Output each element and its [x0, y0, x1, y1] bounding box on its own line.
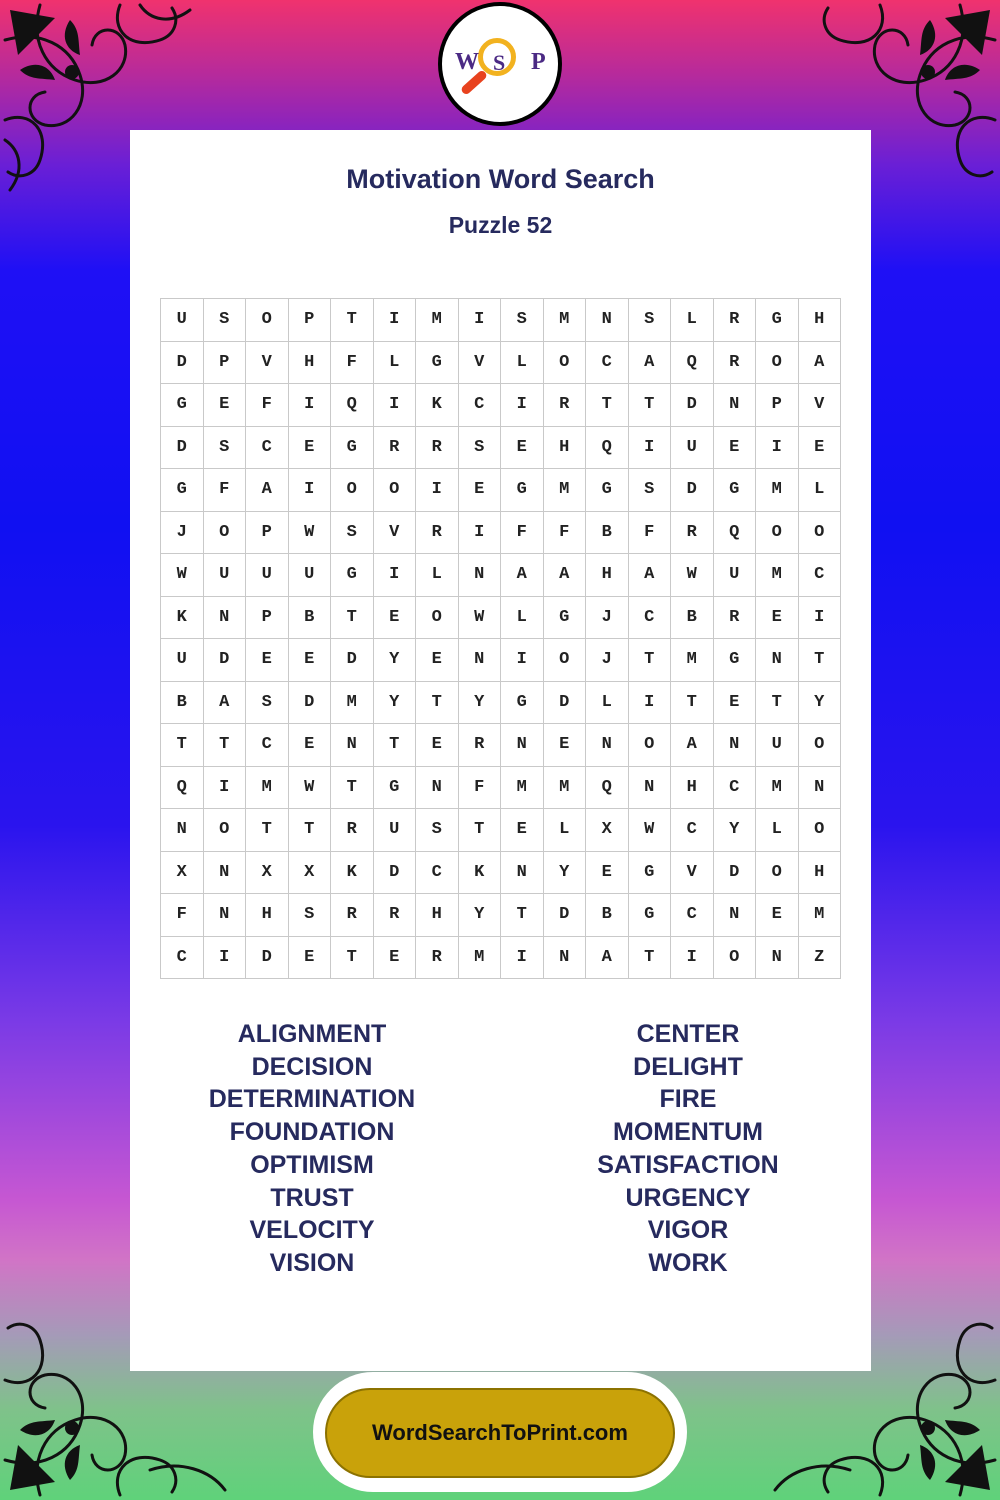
grid-cell[interactable]: R [331, 809, 374, 852]
grid-cell[interactable]: Y [544, 852, 587, 895]
grid-cell[interactable]: I [204, 937, 247, 980]
grid-cell[interactable]: Q [331, 384, 374, 427]
grid-cell[interactable]: A [799, 342, 842, 385]
grid-cell[interactable]: J [161, 512, 204, 555]
grid-cell[interactable]: I [629, 427, 672, 470]
grid-cell[interactable]: G [501, 469, 544, 512]
grid-cell[interactable]: Q [586, 767, 629, 810]
grid-cell[interactable]: D [161, 342, 204, 385]
grid-cell[interactable]: F [459, 767, 502, 810]
grid-cell[interactable]: N [416, 767, 459, 810]
grid-cell[interactable]: B [586, 512, 629, 555]
grid-cell[interactable]: A [246, 469, 289, 512]
grid-cell[interactable]: Y [799, 682, 842, 725]
grid-cell[interactable]: D [671, 469, 714, 512]
grid-cell[interactable]: H [289, 342, 332, 385]
grid-cell[interactable]: E [416, 724, 459, 767]
grid-cell[interactable]: S [629, 299, 672, 342]
logo-letter-w: W [455, 49, 479, 75]
grid-cell[interactable]: V [246, 342, 289, 385]
grid-cell[interactable]: S [204, 427, 247, 470]
grid-cell[interactable]: W [629, 809, 672, 852]
grid-cell[interactable]: J [586, 597, 629, 640]
grid-cell[interactable]: C [246, 724, 289, 767]
grid-cell[interactable]: F [331, 342, 374, 385]
grid-cell[interactable]: N [714, 724, 757, 767]
grid-cell[interactable]: R [416, 427, 459, 470]
site-link-button[interactable] [325, 1388, 675, 1478]
grid-cell[interactable]: H [246, 894, 289, 937]
grid-cell[interactable]: O [246, 299, 289, 342]
grid-cell[interactable]: T [161, 724, 204, 767]
grid-cell[interactable]: D [289, 682, 332, 725]
grid-cell[interactable]: Q [671, 342, 714, 385]
grid-cell[interactable]: E [374, 597, 417, 640]
grid-cell[interactable]: U [374, 809, 417, 852]
word-list-item: DECISION [251, 1052, 373, 1081]
grid-cell[interactable]: L [544, 809, 587, 852]
grid-cell[interactable]: K [161, 597, 204, 640]
grid-cell[interactable]: O [756, 512, 799, 555]
grid-cell[interactable]: I [671, 937, 714, 980]
grid-cell[interactable]: R [714, 597, 757, 640]
word-list-item: OPTIMISM [250, 1150, 374, 1179]
word-list-left [162, 1018, 462, 1280]
grid-cell[interactable]: G [714, 469, 757, 512]
grid-cell[interactable]: Q [586, 427, 629, 470]
grid-cell[interactable]: A [586, 937, 629, 980]
word-list-item: SATISFACTION [597, 1150, 779, 1179]
grid-cell[interactable]: I [289, 384, 332, 427]
grid-cell[interactable]: N [459, 639, 502, 682]
grid-cell[interactable]: E [416, 639, 459, 682]
grid-cell[interactable]: N [586, 724, 629, 767]
grid-cell[interactable]: P [204, 342, 247, 385]
grid-cell[interactable]: B [586, 894, 629, 937]
grid-cell[interactable]: O [799, 512, 842, 555]
logo-letter-s: S [493, 50, 506, 75]
grid-cell[interactable]: H [799, 852, 842, 895]
grid-cell[interactable]: Z [799, 937, 842, 980]
word-list-item: ALIGNMENT [237, 1020, 387, 1048]
grid-cell[interactable]: F [501, 512, 544, 555]
grid-cell[interactable]: G [374, 767, 417, 810]
word-list-item: DELIGHT [633, 1052, 743, 1081]
grid-cell[interactable]: R [459, 724, 502, 767]
word-list-item: FOUNDATION [229, 1118, 395, 1147]
grid-cell[interactable]: H [544, 427, 587, 470]
grid-cell[interactable]: F [544, 512, 587, 555]
grid-cell[interactable]: E [586, 852, 629, 895]
grid-cell[interactable]: I [501, 937, 544, 980]
grid-cell[interactable]: M [501, 767, 544, 810]
grid-cell[interactable]: U [246, 554, 289, 597]
grid-cell[interactable]: F [629, 512, 672, 555]
grid-cell[interactable]: P [289, 299, 332, 342]
grid-cell[interactable]: D [331, 639, 374, 682]
grid-cell[interactable]: M [416, 299, 459, 342]
grid-cell[interactable]: I [756, 427, 799, 470]
grid-cell[interactable]: G [161, 469, 204, 512]
grid-cell[interactable]: D [544, 894, 587, 937]
grid-cell[interactable]: A [501, 554, 544, 597]
grid-cell[interactable]: G [629, 852, 672, 895]
grid-cell[interactable]: S [501, 299, 544, 342]
grid-cell[interactable]: D [544, 682, 587, 725]
grid-cell[interactable]: O [756, 852, 799, 895]
grid-cell[interactable]: C [714, 767, 757, 810]
grid-cell[interactable]: H [671, 767, 714, 810]
grid-cell[interactable]: N [501, 852, 544, 895]
grid-cell[interactable]: R [671, 512, 714, 555]
grid-cell[interactable]: A [204, 682, 247, 725]
logo-badge [442, 6, 558, 122]
grid-cell[interactable]: I [501, 639, 544, 682]
grid-cell[interactable]: L [501, 597, 544, 640]
grid-cell[interactable]: H [799, 299, 842, 342]
grid-cell[interactable]: D [714, 852, 757, 895]
grid-cell[interactable]: M [671, 639, 714, 682]
grid-cell[interactable]: U [289, 554, 332, 597]
grid-cell[interactable]: Y [374, 639, 417, 682]
grid-cell[interactable]: T [331, 937, 374, 980]
grid-cell[interactable]: M [544, 767, 587, 810]
word-list-item: TRUST [270, 1183, 354, 1212]
grid-cell[interactable]: I [629, 682, 672, 725]
grid-cell[interactable]: T [501, 894, 544, 937]
grid-cell[interactable]: N [586, 299, 629, 342]
grid-cell[interactable]: E [289, 427, 332, 470]
grid-cell[interactable]: I [204, 767, 247, 810]
grid-cell[interactable]: A [629, 554, 672, 597]
grid-cell[interactable]: M [756, 469, 799, 512]
grid-cell[interactable]: G [586, 469, 629, 512]
grid-cell[interactable]: I [374, 299, 417, 342]
grid-cell[interactable]: X [161, 852, 204, 895]
grid-cell[interactable]: L [799, 469, 842, 512]
grid-cell[interactable]: M [799, 894, 842, 937]
grid-cell[interactable]: W [671, 554, 714, 597]
grid-cell[interactable]: O [416, 597, 459, 640]
grid-cell[interactable]: Y [374, 682, 417, 725]
puzzle-title: Motivation Word Search [346, 164, 655, 194]
grid-cell[interactable]: F [161, 894, 204, 937]
grid-cell[interactable]: E [459, 469, 502, 512]
grid-cell[interactable]: X [586, 809, 629, 852]
grid-cell[interactable]: S [459, 427, 502, 470]
grid-cell[interactable]: G [161, 384, 204, 427]
site-link-text: WordSearchToPrint.com [372, 1420, 628, 1445]
grid-cell[interactable]: E [289, 724, 332, 767]
word-list-item: URGENCY [625, 1183, 751, 1212]
grid-cell[interactable]: G [756, 299, 799, 342]
grid-cell[interactable]: R [374, 894, 417, 937]
grid-cell[interactable]: P [246, 597, 289, 640]
grid-cell[interactable]: I [416, 469, 459, 512]
grid-cell[interactable]: N [756, 937, 799, 980]
grid-cell[interactable]: E [289, 937, 332, 980]
grid-cell[interactable]: E [289, 639, 332, 682]
grid-cell[interactable]: Q [714, 512, 757, 555]
grid-cell[interactable]: H [586, 554, 629, 597]
grid-cell[interactable]: C [246, 427, 289, 470]
grid-cell[interactable]: L [374, 342, 417, 385]
grid-cell[interactable]: N [204, 894, 247, 937]
grid-cell[interactable]: T [331, 597, 374, 640]
word-list-right [538, 1018, 838, 1280]
grid-cell[interactable]: R [714, 342, 757, 385]
grid-cell[interactable]: B [161, 682, 204, 725]
grid-cell[interactable]: O [544, 639, 587, 682]
grid-cell[interactable]: C [416, 852, 459, 895]
grid-cell[interactable]: S [629, 469, 672, 512]
word-list-item: DETERMINATION [208, 1085, 416, 1114]
grid-cell[interactable]: P [756, 384, 799, 427]
grid-cell[interactable]: O [799, 809, 842, 852]
grid-cell[interactable]: O [714, 937, 757, 980]
word-list-item: CENTER [636, 1020, 740, 1048]
grid-cell[interactable]: E [799, 427, 842, 470]
grid-cell[interactable]: D [204, 639, 247, 682]
grid-cell[interactable]: V [459, 342, 502, 385]
grid-cell[interactable]: P [246, 512, 289, 555]
grid-cell[interactable]: V [799, 384, 842, 427]
word-list-item: MOMENTUM [613, 1118, 763, 1147]
grid-cell[interactable]: T [416, 682, 459, 725]
grid-cell[interactable]: T [799, 639, 842, 682]
grid-cell[interactable]: Y [459, 894, 502, 937]
grid-cell[interactable]: H [416, 894, 459, 937]
grid-cell[interactable]: T [671, 682, 714, 725]
grid-cell[interactable]: O [204, 512, 247, 555]
grid-cell[interactable]: K [416, 384, 459, 427]
grid-cell[interactable]: U [671, 427, 714, 470]
grid-cell[interactable]: T [629, 937, 672, 980]
grid-cell[interactable]: N [501, 724, 544, 767]
grid-cell[interactable]: O [799, 724, 842, 767]
grid-cell[interactable]: F [246, 384, 289, 427]
grid-cell[interactable]: N [629, 767, 672, 810]
grid-cell[interactable]: I [459, 512, 502, 555]
grid-cell[interactable]: A [544, 554, 587, 597]
grid-cell[interactable]: T [756, 682, 799, 725]
grid-cell[interactable]: I [459, 299, 502, 342]
grid-cell[interactable]: T [586, 384, 629, 427]
grid-cell[interactable]: N [161, 809, 204, 852]
grid-cell[interactable]: X [289, 852, 332, 895]
grid-cell[interactable]: B [671, 597, 714, 640]
grid-cell[interactable]: L [586, 682, 629, 725]
grid-cell[interactable]: C [629, 597, 672, 640]
grid-cell[interactable]: R [544, 384, 587, 427]
grid-cell[interactable]: M [331, 682, 374, 725]
grid-cell[interactable]: M [544, 469, 587, 512]
grid-cell[interactable]: K [331, 852, 374, 895]
grid-cell[interactable]: W [289, 512, 332, 555]
grid-cell[interactable]: S [289, 894, 332, 937]
grid-cell[interactable]: K [459, 852, 502, 895]
grid-cell[interactable]: O [204, 809, 247, 852]
grid-cell[interactable]: T [246, 809, 289, 852]
grid-cell[interactable]: I [374, 384, 417, 427]
word-list-item: VELOCITY [249, 1216, 375, 1245]
grid-cell[interactable]: R [374, 427, 417, 470]
grid-cell[interactable]: R [416, 937, 459, 980]
grid-cell[interactable]: N [459, 554, 502, 597]
grid-cell[interactable]: E [501, 809, 544, 852]
grid-cell[interactable]: C [671, 809, 714, 852]
grid-cell[interactable]: N [799, 767, 842, 810]
grid-cell[interactable]: N [204, 597, 247, 640]
grid-cell[interactable]: E [756, 597, 799, 640]
footer-badge [313, 1372, 687, 1492]
grid-cell[interactable]: A [671, 724, 714, 767]
grid-cell[interactable]: V [671, 852, 714, 895]
grid-cell[interactable]: S [416, 809, 459, 852]
grid-cell[interactable]: G [629, 894, 672, 937]
grid-cell[interactable]: M [756, 554, 799, 597]
grid-cell[interactable]: G [416, 342, 459, 385]
grid-cell[interactable]: I [374, 554, 417, 597]
grid-cell[interactable]: O [331, 469, 374, 512]
grid-cell[interactable]: E [246, 639, 289, 682]
grid-cell[interactable]: E [501, 427, 544, 470]
grid-cell[interactable]: O [629, 724, 672, 767]
grid-cell[interactable]: T [289, 809, 332, 852]
grid-cell[interactable]: G [331, 427, 374, 470]
grid-cell[interactable]: E [756, 894, 799, 937]
grid-cell[interactable]: R [714, 299, 757, 342]
puzzle-number: Puzzle 52 [448, 212, 553, 238]
grid-cell[interactable]: D [671, 384, 714, 427]
grid-cell[interactable]: N [204, 852, 247, 895]
grid-cell[interactable]: F [204, 469, 247, 512]
grid-cell[interactable]: X [246, 852, 289, 895]
word-list-item: VIGOR [647, 1216, 729, 1245]
grid-cell[interactable]: L [416, 554, 459, 597]
grid-cell[interactable]: B [289, 597, 332, 640]
grid-cell[interactable]: O [756, 342, 799, 385]
letter-grid [160, 298, 841, 979]
grid-cell[interactable]: C [161, 937, 204, 980]
grid-cell[interactable]: E [544, 724, 587, 767]
grid-cell[interactable]: T [459, 809, 502, 852]
grid-cell[interactable]: G [544, 597, 587, 640]
grid-cell[interactable]: E [204, 384, 247, 427]
grid-cell[interactable]: I [799, 597, 842, 640]
grid-cell[interactable]: N [756, 639, 799, 682]
grid-cell[interactable]: J [586, 639, 629, 682]
grid-cell[interactable]: O [544, 342, 587, 385]
grid-cell[interactable]: R [331, 894, 374, 937]
grid-cell[interactable]: O [374, 469, 417, 512]
site-logo[interactable] [438, 2, 562, 126]
grid-cell[interactable]: G [331, 554, 374, 597]
grid-cell[interactable]: V [374, 512, 417, 555]
grid-cell[interactable]: L [671, 299, 714, 342]
grid-cell[interactable]: E [714, 427, 757, 470]
word-list-item: VISION [269, 1248, 355, 1277]
grid-cell[interactable]: N [714, 384, 757, 427]
grid-cell[interactable]: U [756, 724, 799, 767]
grid-cell[interactable]: S [246, 682, 289, 725]
grid-cell[interactable]: M [246, 767, 289, 810]
puzzle-sheet [130, 130, 871, 1371]
grid-cell[interactable]: W [459, 597, 502, 640]
grid-cell[interactable]: C [799, 554, 842, 597]
word-list-item: FIRE [659, 1085, 717, 1114]
grid-cell[interactable]: G [501, 682, 544, 725]
grid-cell[interactable]: D [246, 937, 289, 980]
logo-letter-p: P [531, 49, 546, 75]
grid-cell[interactable]: I [501, 384, 544, 427]
grid-cell[interactable]: T [204, 724, 247, 767]
grid-cell[interactable]: E [374, 937, 417, 980]
grid-cell[interactable]: E [714, 682, 757, 725]
grid-cell[interactable]: S [331, 512, 374, 555]
grid-cell[interactable]: M [459, 937, 502, 980]
grid-cell[interactable]: T [331, 299, 374, 342]
grid-cell[interactable]: N [544, 937, 587, 980]
grid-cell[interactable]: U [161, 299, 204, 342]
grid-cell[interactable]: C [586, 342, 629, 385]
grid-cell[interactable]: N [714, 894, 757, 937]
grid-cell[interactable]: I [289, 469, 332, 512]
grid-cell[interactable]: C [671, 894, 714, 937]
grid-cell[interactable]: Y [459, 682, 502, 725]
grid-cell[interactable]: S [204, 299, 247, 342]
grid-cell[interactable]: T [331, 767, 374, 810]
grid-cell[interactable]: D [374, 852, 417, 895]
grid-cell[interactable]: Y [714, 809, 757, 852]
grid-cell[interactable]: W [161, 554, 204, 597]
grid-cell[interactable]: D [161, 427, 204, 470]
grid-cell[interactable]: A [629, 342, 672, 385]
grid-cell[interactable]: M [544, 299, 587, 342]
grid-cell[interactable]: Q [161, 767, 204, 810]
grid-cell[interactable]: L [501, 342, 544, 385]
grid-cell[interactable]: W [289, 767, 332, 810]
grid-cell[interactable]: T [629, 639, 672, 682]
grid-cell[interactable]: R [416, 512, 459, 555]
grid-cell[interactable]: G [714, 639, 757, 682]
grid-cell[interactable]: T [629, 384, 672, 427]
grid-cell[interactable]: T [374, 724, 417, 767]
grid-cell[interactable]: N [331, 724, 374, 767]
grid-cell[interactable]: U [161, 639, 204, 682]
word-list-item: WORK [648, 1248, 728, 1277]
grid-cell[interactable]: M [756, 767, 799, 810]
grid-cell[interactable]: C [459, 384, 502, 427]
grid-cell[interactable]: U [714, 554, 757, 597]
grid-cell[interactable]: U [204, 554, 247, 597]
grid-cell[interactable]: L [756, 809, 799, 852]
